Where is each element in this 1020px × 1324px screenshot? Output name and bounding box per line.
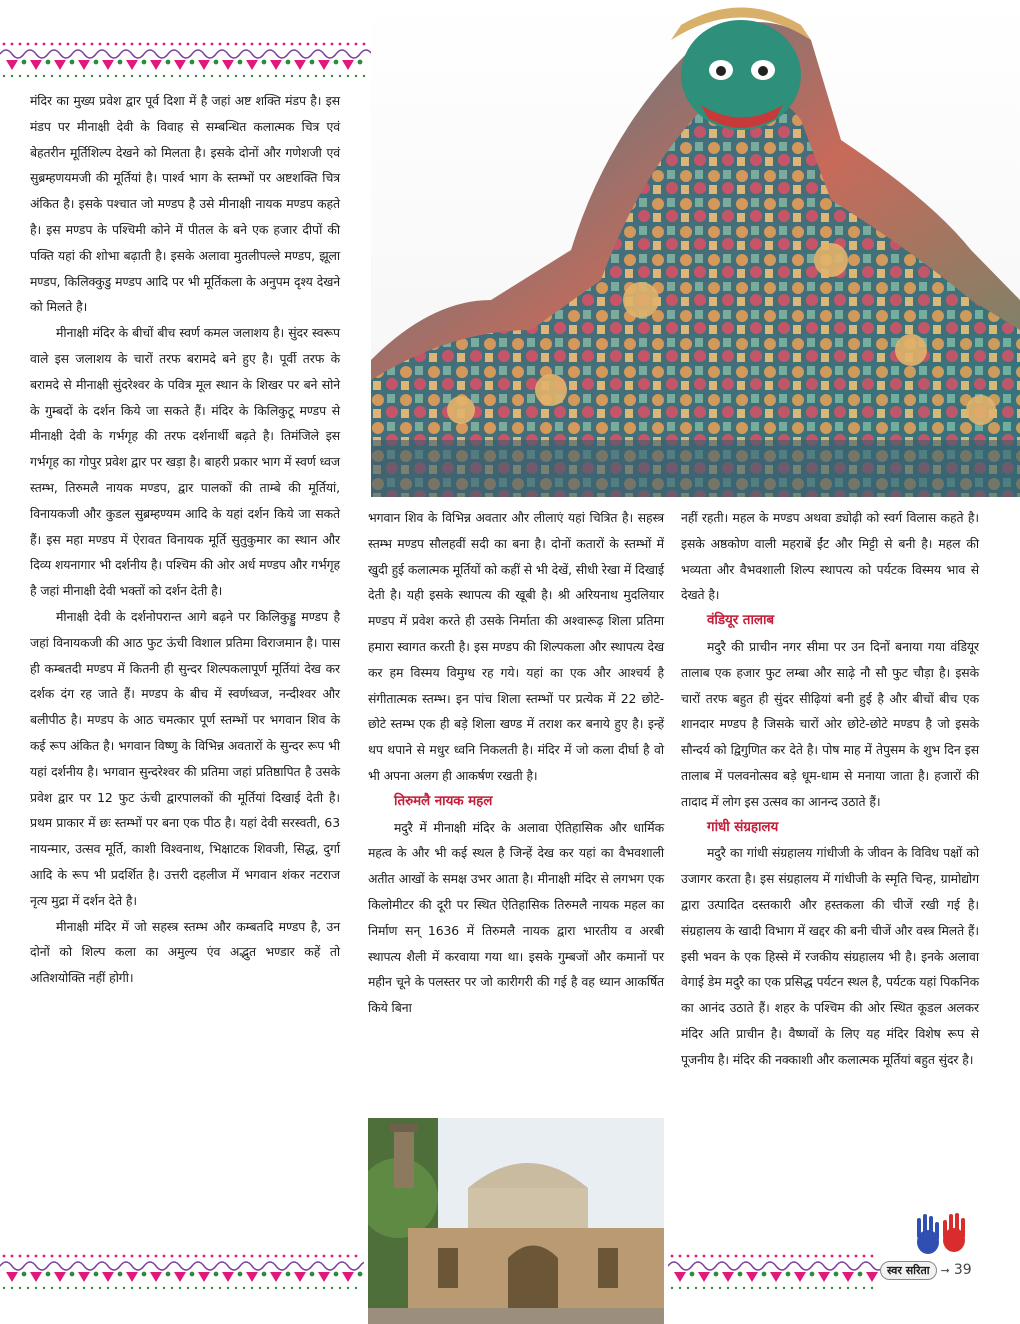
bottom-decorative-border-left [0, 1252, 364, 1292]
paragraph: मदुरै का गांधी संग्रहालय गांधीजी के जीवन के विविध पक्षों को उजागर करता है। इस संग्रहालय में गांधीजी के स्मृति चिन्ह, ग्रामोद्योग द्वारा उत्पादित दस्तकारी और हस्तकला की चीजें रखी गई है। संग्रहालय के खादी विभाग में खद्दर की बनी चीजें और वस्त्र मिलते हैं। इसी भवन के एक हिस्से में रजकीय संग्रहालय भी है। इनके अलावा वेगाई डेम मदुरै का एक प्रसिद्ध पर्यटन स्थल है, पर्यटक यहां पिकनिक का आनंद उठाते हैं। शहर के पश्चिम की ओर स्थित कूडल अलकर मंदिर अति प्राचीन है। वैष्णवों के लिए यह मंदिर विशेष रूप से पूजनीय है। मंदिर की नक्काशी और कलात्मक मूर्तियां बहुत सुंदर है। [681, 845, 979, 1067]
paragraph: नहीं रहती। महल के मण्डप अथवा ड्योढ़ी को स्वर्ग विलास कहते है। इसके अष्ठकोण वाली महराबें ईंट और मिट्टी से बनी है। महल की भव्यता और वैभवशाली शिल्प स्थापत्य को पर्यटक विस्मय भाव से देखते है। [681, 510, 979, 603]
temple-gopuram-photo [371, 0, 1020, 497]
section-heading: तिरुमलै नायक महल [394, 792, 493, 809]
article-column-left [30, 88, 340, 991]
paragraph: मंदिर का मुख्य प्रवेश द्वार पूर्व दिशा में है जहां अष्ट शक्ति मंडप है। इस मंडप पर मीनाक्षी देवी के विवाह से सम्बन्धित कलात्मक चित्र एवं बेहतरीन मूर्तिशिल्प देखने को मिलता है। इसके दोनों और गणेशजी एवं सुब्रम्हणयमजी की मूर्तियां है। पार्श्व भाग के स्तम्भों पर अष्टशक्ति चित्र अंकित है। इसके पश्चात जो मण्डप है उसे मीनाक्षी नायक मण्डप कहते है। इस मण्डप के पश्चिमी कोने में पीतल के बने एक हजार दीपों की पक्ति यहां की शोभा बढ़ाती है। इसके अलावा मुतलीपल्ले मण्डप, झूला मण्डप, किलिक्कुडु मण्डप आदि पर भी मूर्तिकला के अनुपम दृश्य देखने को मिलते है। [30, 93, 340, 315]
handprint-decoration-icon [906, 1210, 976, 1258]
section-heading: गांधी संग्रहालय [707, 818, 779, 835]
page-folio [880, 1258, 990, 1282]
paragraph: मीनाक्षी देवी के दर्शनोपरान्त आगे बढ़ने पर किलिकुड्डु मण्डप है जहां विनायकजी की आठ फुट ऊंची विशाल प्रतिमा विराजमान है। पास ही कम्बतदी मण्डप में कितनी ही सुन्दर शिल्पकलापूर्ण मूर्तियां देख कर दर्शक दंग रह जाते हैं। मण्डप के बीच में स्वर्णध्वज, नन्दीश्वर और बलीपीठ है। मण्डप के आठ चमत्कार पूर्ण स्तम्भों पर भगवान शिव के कई रूप अंकित है। भगवान विष्णु के विभिन्न अवतारों के सुन्दर रूप भी यहां दर्शनीय है। भगवान सुन्दरेश्वर की प्रतिमा जहां प्रतिष्ठापित है उसके प्रवेश द्वार पर 12 फुट ऊंची द्वारपालकों की मूर्तियां दिखाई देती है। प्रथम प्राकार में छः स्तम्भों पर बना एक पीठ है। यहां देवी सरस्वती, 63 नायन्मार, उत्सव मूर्ति, काशी विश्वनाथ, भिक्षाटक शिवजी, सिद्ध, दुर्गा आदि के रूप भी प्रदर्शित है। उत्तरी दहलीज में भगवान शंकर नटराज नृत्य मुद्रा में दर्शन देते है। [30, 608, 340, 908]
paragraph: मीनाक्षी मंदिर के बीचों बीच स्वर्ण कमल जलाशय है। सुंदर स्वरूप वाले इस जलाशय के चारों तरफ बरामदे बने हुए है। पूर्वी तरफ के बरामदे से मीनाक्षी सुंदरेश्वर के पवित्र मूल स्थान के शिखर पर बने सोने के गुम्बदों के दर्शन किये जा सकते हैं। मंदिर के किलिकुटू मण्डप से मीनाक्षी देवी के गर्भगृह की तरफ दर्शनार्थी बढ़ते है। तिमंजिले इस गर्भगृह का गोपुर प्रवेश द्वार पर खड़ा है। बाहरी प्रकार भाग में स्वर्ण ध्वज स्तम्भ, तिरुमलै नायक मण्डप, द्वार पालकों की ताम्बे की मूर्तियां, विनायकजी और कुडल सुब्रम्हण्यम आदि के यहां दर्शन किये जा सकते हैं। इस महा मण्डप में ऐरावत विनायक मूर्ति सुतुकुमार का स्थान और दिव्य शयनागार भी दर्शनीय है। पश्चिम की ओर अर्ध मण्डप और गर्भगृह है जहां मीनाक्षी देवी भक्तों को दर्शन देती है। [30, 325, 340, 599]
paragraph: मीनाक्षी मंदिर में जो सहस्त्र स्तम्भ और कम्बतदि मण्डप है, उन दोनों को शिल्प कला का अमुल्य एंव अद्भुत भण्डार कहें तो अतिशयोक्ति नहीं होगी। [30, 918, 340, 986]
paragraph: भगवान शिव के विभिन्न अवतार और लीलाएं यहां चित्रित है। सहस्त्र स्तम्भ मण्डप सौलहवीं सदी का बना है। दोनों कतारों के स्तम्भों में खुदी हुई कलात्मक मूर्तियों को कहीं से भी देखें, सीधी रेखा में दिखाई देती है। यही इसके स्थापत्य की खूबी है। श्री अरियनाथ मुदलियार मण्डप में प्रवेश करते ही उसके निर्माता की अश्वारूढ़ शिला प्रतिमा हमारा स्वागत करती है। इस मण्डप की शिल्पकला और स्थापत्य देख कर हम विस्मय विमुग्ध रह गये। यहां का एक और आश्चर्य है संगीतात्मक स्तम्भ। इन पांच शिला स्तम्भों पर प्रत्येक में 22 छोटे-छोटे स्तम्भ एक ही बड़े शिला खण्ड में तराश कर बनाये हुए है। इन्हें थप थपाने से मधुर ध्वनि निकलती है। मंदिर में जो कला दीर्घा है वो भी अपना अलग ही आकर्षण रखती है। [368, 510, 664, 783]
magazine-brand: स्वर सरिता [880, 1261, 937, 1280]
paragraph: मदुरै में मीनाक्षी मंदिर के अलावा ऐतिहासिक और धार्मिक महत्व के और भी कई स्थल है जिन्हें देख कर यहां का वैभवशाली अतीत आखों के समक्ष उभर आता है। मीनाक्षी मंदिर से लगभग एक किलोमीटर की दूरी पर स्थित ऐतिहासिक तिरुमलै नायक महल का निर्माण सन् 1636 में तिरुमलै नायक द्वारा भारतीय व अरबी स्थापत्य शैली में करवाया गया था। इसके गुम्बजों और कमानों पर महीन चूने के पलस्तर पर जो कारीगरी की गई है वह ध्यान आकर्षित किये बिना [368, 819, 664, 1016]
page-number: 39 [953, 1262, 972, 1278]
section-heading: वंडियूर तालाब [707, 612, 775, 629]
top-decorative-border [0, 40, 371, 80]
paragraph: मदुरै की प्राचीन नगर सीमा पर उन दिनों बनाया गया वंडियूर तालाब एक हजार फुट लम्बा और साढ़े नौ सौ फुट चौड़ा है। इसके चारों तरफ बहुत ही सुंदर सीढ़ियां बनी हुई है और बीचों बीच एक शानदार मण्डप है जिसके चारों ओर छोटे-छोटे मण्डप है जो इसके सौन्दर्य को द्विगुणित कर देते है। पोष माह में तेपुसम के शुभ दिन इस तालाब में पलवनोत्सव बड़े धूम-धाम से मनाया जाता है। हजारों की तादाद में लोग इस उत्सव का आनन्द उठाते हैं। [681, 638, 979, 809]
nayak-palace-photo [368, 1118, 664, 1324]
bottom-decorative-border-right [668, 1252, 880, 1292]
article-column-right [681, 505, 979, 1073]
article-column-middle [368, 505, 664, 1021]
arrow-right-icon: ➞ [940, 1263, 950, 1277]
